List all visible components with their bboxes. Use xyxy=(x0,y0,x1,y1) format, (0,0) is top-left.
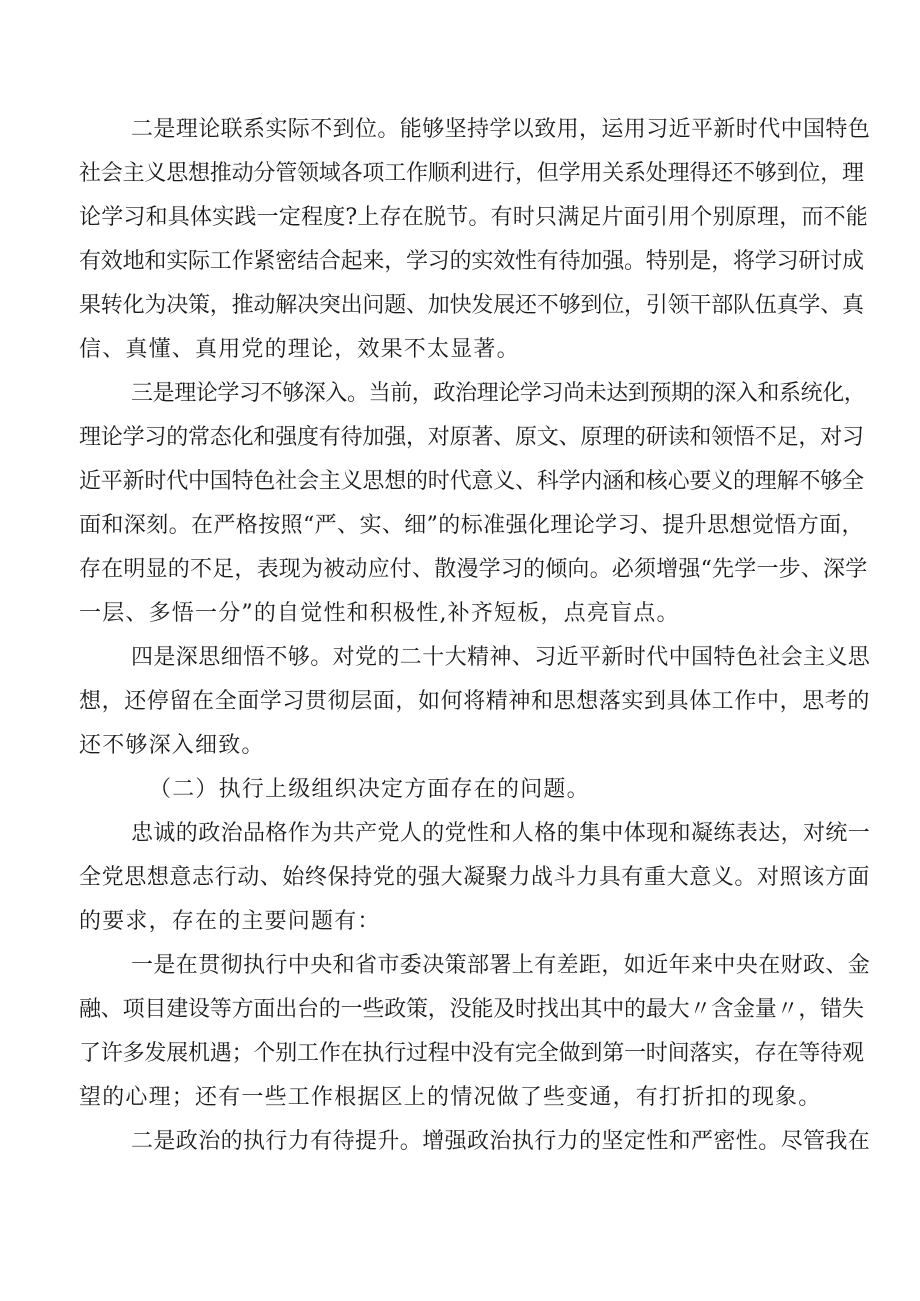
text-line: 三是理论学习不够深入。当前，政治理论学习尚未达到预期的深入和系统化， xyxy=(131,381,866,406)
text-line: 了许多发展机遇；个别工作在执行过程中没有完全做到第一时间落实，存在等待观 xyxy=(79,1041,864,1066)
text-line: 理论学习的常态化和强度有待加强，对原著、原文、原理的研读和领悟不足，对习 xyxy=(79,425,864,450)
text-line: 社会主义思想推动分管领域各项工作顺利进行，但学用关系处理得还不够到位，理 xyxy=(79,161,864,186)
text-line: 的要求，存在的主要问题有： xyxy=(79,909,381,934)
section-heading: （二）执行上级组织决定方面存在的问题。 xyxy=(149,777,590,802)
text-line: 果转化为决策，推动解决突出问题、加快发展还不够到位，引领干部队伍真学、真 xyxy=(79,293,864,318)
text-line: 一是在贯彻执行中央和省市委决策部署上有差距，如近年来中央在财政、金 xyxy=(131,953,871,978)
text-line: 想，还停留在全面学习贯彻层面，如何将精神和思想落实到具体工作中，思考的 xyxy=(79,689,871,714)
text-line: 还不够深入细致。 xyxy=(79,733,265,758)
text-line: 四是深思细悟不够。对党的二十大精神、习近平新时代中国特色社会主义思 xyxy=(131,645,871,670)
text-line: 一层、多悟一分”的自觉性和积极性,补齐短板，点亮盲点。 xyxy=(79,601,680,626)
text-line: 二是政治的执行力有待提升。增强政治执行力的坚定性和严密性。尽管我在 xyxy=(131,1129,871,1154)
text-line: 存在明显的不足，表现为被动应付、散漫学习的倾向。必须增强“先学一步、深学 xyxy=(79,557,868,582)
text-line: 近平新时代中国特色社会主义思想的时代意义、科学内涵和核心要义的理解不够全 xyxy=(79,469,864,494)
text-line: 论学习和具体实践一定程度?上存在脱节。有时只满足片面引用个别原理，而不能 xyxy=(79,205,868,230)
text-line: 二是理论联系实际不到位。能够坚持学以致用，运用习近平新时代中国特色 xyxy=(131,117,871,142)
text-line: 全党思想意志行动、始终保持党的强大凝聚力战斗力具有重大意义。对照该方面 xyxy=(79,865,871,890)
text-line: 融、项目建设等方面出台的一些政策，没能及时找出其中的最大〃含金量〃，错失 xyxy=(79,997,864,1022)
text-line: 有效地和实际工作紧密结合起来，学习的实效性有待加强。特别是，将学习研讨成 xyxy=(79,249,864,274)
text-line: 信、真懂、真用党的理论，效果不太显著。 xyxy=(79,337,520,362)
text-line: 忠诚的政治品格作为共产党人的党性和人格的集中体现和凝练表达，对统一 xyxy=(131,821,871,846)
text-line: 望的心理；还有一些工作根据区上的情况做了些变通，有打折扣的现象。 xyxy=(79,1085,822,1110)
text-line: 面和深刻。在严格按照“严、实、细”的标准强化理论学习、提升思想觉悟方面， xyxy=(79,513,864,538)
